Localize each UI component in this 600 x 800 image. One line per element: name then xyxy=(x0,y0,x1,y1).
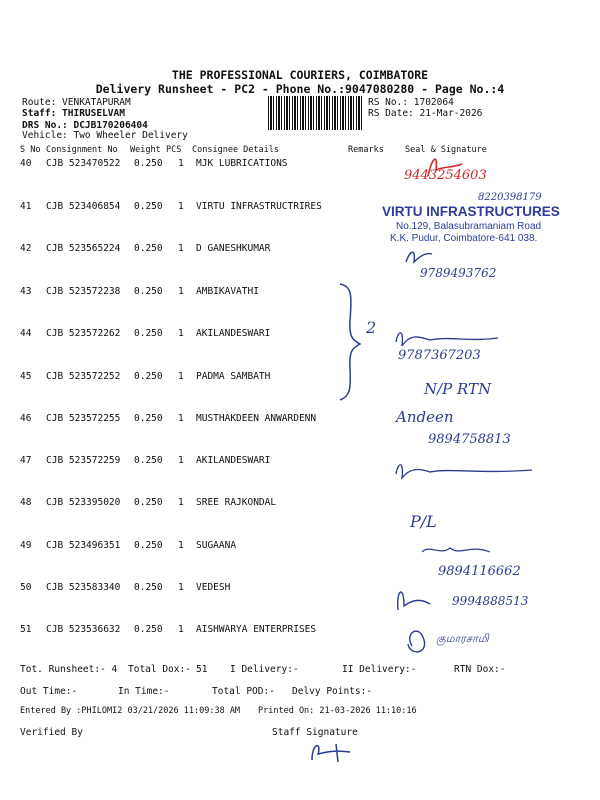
row-consignee: AMBIKAVATHI xyxy=(196,286,259,297)
row-consignment: CJB 523572259 xyxy=(46,455,121,466)
row-weight: 0.250 xyxy=(134,455,163,466)
row-weight: 0.250 xyxy=(134,413,163,424)
row-weight: 0.250 xyxy=(134,582,163,593)
stamp-address-line1: No.129, Balasubramaniam Road xyxy=(396,221,542,232)
out-time: Out Time:- xyxy=(20,686,78,697)
i-delivery: I Delivery:- xyxy=(230,664,299,675)
signature-row50 xyxy=(398,592,430,610)
signature-akilandeswari-2 xyxy=(396,465,532,478)
hand-remark-np-rtn: N/P RTN xyxy=(424,380,492,398)
runsheet-title: Delivery Runsheet - PC2 - Phone No.:9047080280 - Page No.:4 xyxy=(95,82,505,96)
entered-by: Entered By :PHILOMI2 03/21/2026 11:09:38 AM xyxy=(20,706,241,716)
row-pcs: 1 xyxy=(178,286,184,297)
row-weight: 0.250 xyxy=(134,243,163,254)
row-consignment: CJB 523536632 xyxy=(46,624,121,635)
row-consignee: MUSTHAKDEEN ANWARDENN xyxy=(196,413,317,424)
row-consignee: VIRTU INFRASTRUCTRIRES xyxy=(196,201,322,212)
row-sno: 51 xyxy=(20,624,32,635)
row-sno: 49 xyxy=(20,540,32,551)
total-dox-value: 51 xyxy=(196,664,208,675)
staff-signature-mark xyxy=(312,744,350,762)
hand-phone-r41: 8220398179 xyxy=(478,192,542,203)
row-pcs: 1 xyxy=(178,497,184,508)
row-sno: 41 xyxy=(20,201,32,212)
row-consignee: AKILANDESWARI xyxy=(196,328,271,339)
total-dox-label: Total Dox:- xyxy=(128,664,191,675)
col-seal-signature: Seal & Signature xyxy=(405,145,487,155)
row-pcs: 1 xyxy=(178,328,184,339)
row-sno: 45 xyxy=(20,371,32,382)
signature-row42 xyxy=(406,252,432,262)
row-sno: 47 xyxy=(20,455,32,466)
total-pod: Total POD:- xyxy=(212,686,275,697)
rs-date: RS Date: 21-Mar-2026 xyxy=(368,108,483,119)
row-weight: 0.250 xyxy=(134,497,163,508)
row-consignee: AISHWARYA ENTERPRISES xyxy=(196,624,317,635)
col-consignee: Consignee Details xyxy=(192,145,279,155)
hand-phone-r46: 9894758813 xyxy=(428,432,511,447)
hand-phone-r44: 9787367203 xyxy=(398,348,481,363)
col-consignment: Consignment No xyxy=(46,145,118,155)
row-sno: 44 xyxy=(20,328,32,339)
row-consignment: CJB 523583340 xyxy=(46,582,121,593)
row-consignment: CJB 523572255 xyxy=(46,413,121,424)
col-remarks: Remarks xyxy=(348,145,384,155)
row-consignment: CJB 523572238 xyxy=(46,286,121,297)
row-sno: 50 xyxy=(20,582,32,593)
printed-on: Printed On: 21-03-2026 11:10:16 xyxy=(258,706,417,716)
stamp-company-name: VIRTU INFRASTRUCTURES xyxy=(382,204,560,219)
row-pcs: 1 xyxy=(178,201,184,212)
signature-row51 xyxy=(408,631,425,652)
row-pcs: 1 xyxy=(178,624,184,635)
hand-phone-r42: 9789493762 xyxy=(420,266,497,280)
row-sno: 42 xyxy=(20,243,32,254)
hand-tamil-r51: குமாரசாமி xyxy=(436,632,489,645)
row-consignment: CJB 523470522 xyxy=(46,158,121,169)
row-consignee: D GANESHKUMAR xyxy=(196,243,271,254)
hand-name-r46: Andeen xyxy=(396,408,454,426)
staff: Staff: THIRUSELVAM xyxy=(22,108,125,119)
row-weight: 0.250 xyxy=(134,286,163,297)
staff-signature-label: Staff Signature xyxy=(272,727,358,738)
row-weight: 0.250 xyxy=(134,328,163,339)
row-pcs: 1 xyxy=(178,158,184,169)
row-consignment: CJB 523496351 xyxy=(46,540,121,551)
row-weight: 0.250 xyxy=(134,540,163,551)
verified-by: Verified By xyxy=(20,727,83,738)
row-sno: 43 xyxy=(20,286,32,297)
route: Route: VENKATAPURAM xyxy=(22,97,131,108)
hand-bracket-count: 2 xyxy=(366,318,377,337)
row-consignment: CJB 523395020 xyxy=(46,497,121,508)
bracket-brace xyxy=(340,284,360,400)
row-consignment: CJB 523406854 xyxy=(46,201,121,212)
hand-remark-pl: P/L xyxy=(410,512,437,531)
rs-number: RS No.: 1702064 xyxy=(368,97,454,108)
row-sno: 48 xyxy=(20,497,32,508)
hand-phone-r49: 9894116662 xyxy=(438,564,521,579)
row-sno: 40 xyxy=(20,158,32,169)
signature-row49 xyxy=(422,548,490,552)
stamp-address-line2: K.K. Pudur, Coimbatore-641 038. xyxy=(390,233,538,244)
row-consignment: CJB 523572252 xyxy=(46,371,121,382)
vehicle: Vehicle: Two Wheeler Delivery xyxy=(22,130,188,141)
row-consignee: AKILANDESWARI xyxy=(196,455,271,466)
row-pcs: 1 xyxy=(178,455,184,466)
drs-number: DRS No.: DCJB170206404 xyxy=(22,120,148,131)
in-time: In Time:- xyxy=(118,686,170,697)
rtn-dox: RTN Dox:- xyxy=(454,664,506,675)
row-sno: 46 xyxy=(20,413,32,424)
row-consignment: CJB 523565224 xyxy=(46,243,121,254)
row-pcs: 1 xyxy=(178,582,184,593)
row-pcs: 1 xyxy=(178,540,184,551)
row-pcs: 1 xyxy=(178,243,184,254)
col-sno: S No xyxy=(20,145,41,155)
row-consignment: CJB 523572262 xyxy=(46,328,121,339)
hand-phone-r40: 9443254603 xyxy=(404,168,487,183)
row-weight: 0.250 xyxy=(134,158,163,169)
row-consignee: SUGAANA xyxy=(196,540,237,551)
hand-phone-r50: 9994888513 xyxy=(452,594,529,608)
row-weight: 0.250 xyxy=(134,201,163,212)
col-weight: Weight xyxy=(130,145,161,155)
row-pcs: 1 xyxy=(178,413,184,424)
row-consignee: PADMA SAMBATH xyxy=(196,371,271,382)
row-weight: 0.250 xyxy=(134,371,163,382)
tot-runsheet: Tot. Runsheet:- 4 xyxy=(20,664,118,675)
row-consignee: MJK LUBRICATIONS xyxy=(196,158,288,169)
delivery-points: Delvy Points:- xyxy=(292,686,373,697)
company-title: THE PROFESSIONAL COURIERS, COIMBATORE xyxy=(171,68,429,82)
ii-delivery: II Delivery:- xyxy=(342,664,417,675)
signature-akilandeswari-1 xyxy=(396,333,498,346)
row-weight: 0.250 xyxy=(134,624,163,635)
row-consignee: SREE RAJKONDAL xyxy=(196,497,277,508)
row-consignee: VEDESH xyxy=(196,582,231,593)
col-pcs: PCS xyxy=(166,145,182,155)
row-pcs: 1 xyxy=(178,371,184,382)
